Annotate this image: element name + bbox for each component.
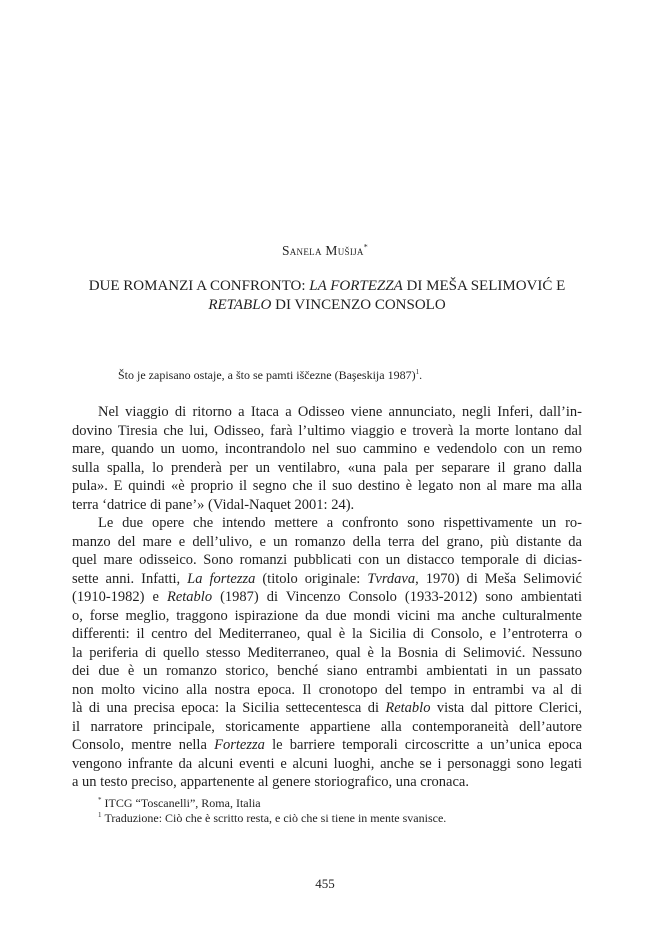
paragraph-1-line: terra ‘datrice di pane’» (Vidal-Naquet 2001: 24). bbox=[72, 496, 355, 513]
body-text-run: vista dal pittore Clerici, bbox=[430, 700, 582, 716]
paragraph-2-line: vengono infrante da alcuni eventi e alcuni luoghi, anche se i personaggi sono legati bbox=[72, 755, 582, 772]
body-text bbox=[72, 403, 582, 792]
author-name: Sanela Mušija bbox=[281, 243, 364, 258]
title-line-2 bbox=[72, 296, 582, 315]
epigraph bbox=[118, 368, 558, 383]
paragraph-2-line: quel mare odisseico. Sono romanzi pubblicati con un distacco temporale di dicias- bbox=[72, 552, 582, 568]
body-text-run: (1987) di Vincenzo Consolo (1933-2012) sono ambientati bbox=[212, 589, 582, 605]
title-line-1 bbox=[72, 277, 582, 296]
paragraph-2-line: differenti: il centro del Mediterraneo, qual è la Sicilia di Consolo, e l’entroterra o bbox=[72, 626, 582, 642]
page-number: 455 bbox=[315, 876, 335, 891]
paragraph-2-line bbox=[72, 736, 582, 755]
author-line bbox=[0, 243, 650, 259]
footnotes bbox=[98, 796, 578, 826]
paragraph-2-line bbox=[72, 570, 582, 589]
author-footnote-mark: * bbox=[363, 242, 369, 252]
body-text-run: le barriere temporali circoscritte a un’unica epoca bbox=[264, 737, 583, 753]
paragraph-1-line: dovino Tiresia che lui, Odisseo, farà l’ultimo viaggio e troverà la morte lontano dal bbox=[72, 422, 582, 439]
paragraph-2-line: Le due opere che intendo mettere a confronto sono rispettivamente un ro- bbox=[98, 515, 582, 531]
epigraph-footnote-mark: 1 bbox=[415, 368, 420, 376]
paragraph-2-line: manzo del mare e dell’ulivo, e un romanzo della terra del grano, più distante da bbox=[72, 533, 582, 550]
paragraph-2-line: dei due è un romanzo storico, benché siano entrambi ambientati in un passato bbox=[72, 663, 582, 679]
paragraph-2-line: la periferia di quello stesso Mediterraneo, qual è la Bosnia di Selimović. Nessuno bbox=[72, 644, 582, 661]
title-text: DI MEŠA SELIMOVIĆ E bbox=[402, 278, 566, 294]
body-italic-run: Tvrdava bbox=[367, 570, 416, 587]
paragraph-2-line: o, forse meglio, traggono ispirazione da due mondi vicini ma anche culturalmente bbox=[72, 607, 582, 624]
epigraph-text: Što je zapisano ostaje, a što se pamti iščezne (Başeskija 1987) bbox=[118, 368, 416, 382]
footnote-text: Traduzione: Ciò che è scritto resta, e ciò che si tiene in mente svanisce. bbox=[104, 811, 447, 825]
body-text-run: là di una precisa epoca: la Sicilia settecentesca di bbox=[72, 700, 386, 716]
paragraph-1-line: pula». E quindi «è proprio il segno che il suo destino è legato non al mare ma alla bbox=[72, 478, 582, 494]
paragraph-1-line: mare, quando un uomo, incontrandolo nel suo cammino e vedendolo con un remo bbox=[72, 441, 582, 457]
body-italic-run: Retablo bbox=[166, 589, 213, 605]
title-italic: LA FORTEZZA bbox=[309, 278, 403, 294]
title-italic: RETABLO bbox=[208, 297, 272, 313]
footnote-text: ITCG “Toscanelli”, Roma, Italia bbox=[104, 796, 261, 810]
footnote-mark: * bbox=[98, 796, 102, 804]
body-text-run: sette anni. Infatti, bbox=[72, 570, 188, 587]
paragraph-2-line bbox=[72, 699, 582, 718]
body-italic-run: Retablo bbox=[385, 700, 431, 716]
paragraph-2-line bbox=[72, 588, 582, 607]
title-text: DUE ROMANZI A CONFRONTO: bbox=[88, 278, 310, 294]
body-text-run: Consolo, mentre nella bbox=[72, 737, 215, 753]
body-text-run: (1910-1982) e bbox=[72, 589, 167, 605]
body-italic-run: La fortezza bbox=[187, 570, 256, 587]
article-title bbox=[72, 277, 582, 315]
body-italic-run: Fortezza bbox=[214, 737, 265, 753]
paragraph-2-line: il narratore principale, storicamente appartiene alla contemporaneità dell’autore bbox=[72, 718, 582, 735]
footnote bbox=[98, 811, 578, 826]
body-text-run: (titolo originale: bbox=[255, 570, 368, 587]
paragraph-1-line: Nel viaggio di ritorno a Itaca a Odisseo viene annunciato, negli Inferi, dall’in- bbox=[98, 404, 582, 420]
paragraph-1-line: sulla spalla, lo prenderà per un ventilabro, «una pala per separare il grano dalla bbox=[72, 459, 582, 476]
epigraph-end: . bbox=[419, 368, 423, 382]
title-text: DI VINCENZO CONSOLO bbox=[271, 297, 446, 313]
body-text-run: , 1970) di Meša Selimović bbox=[415, 570, 582, 587]
footnote bbox=[98, 796, 578, 811]
footnote-mark: 1 bbox=[98, 811, 102, 819]
paragraph-2-line: non molto vicino alla nostra epoca. Il cronotopo del tempo in entrambi va al di bbox=[72, 681, 582, 698]
paragraph-2-line: a un testo preciso, appartenente al genere storiografico, una cronaca. bbox=[72, 774, 469, 790]
